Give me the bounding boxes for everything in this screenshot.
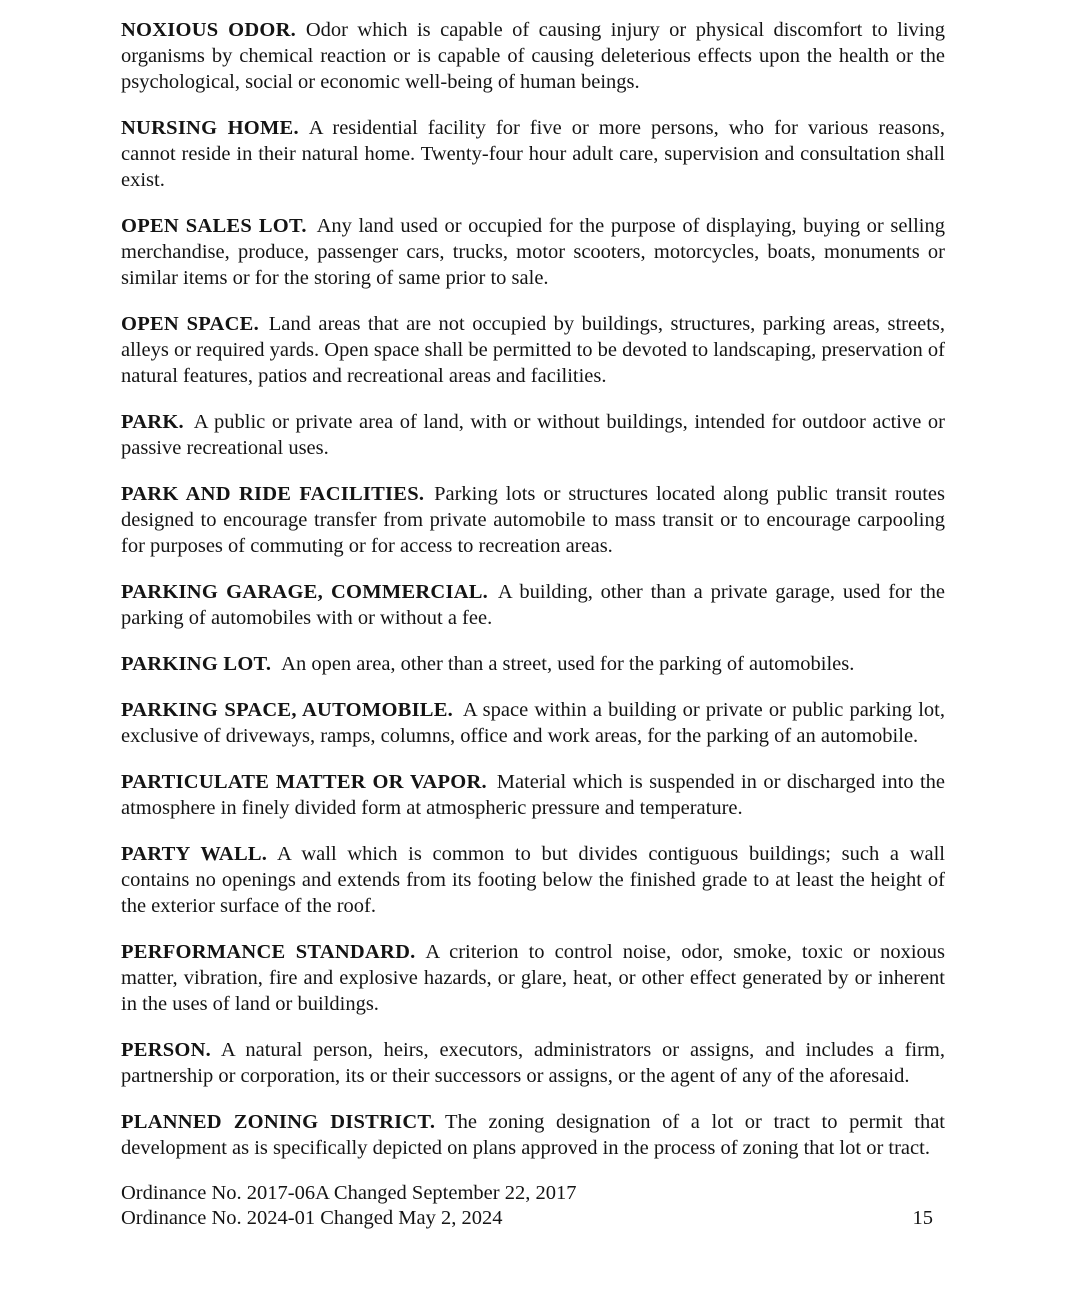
definition-text: An open area, other than a street, used for the parking of automobiles. (281, 653, 855, 675)
definition-paragraph (121, 409, 945, 461)
definition-text: A natural person, heirs, executors, administrators or assigns, and includes a firm, partnership or corporation, its or their successors or assigns, or the agent of any of the aforesaid. (121, 1039, 945, 1087)
definition-paragraph (121, 697, 945, 749)
definition-text: The zoning designation of a lot or tract to permit that development as is specifically depicted on plans approved in the process of zoning that lot or tract. (121, 1111, 945, 1159)
definition-term: PARKING LOT. (121, 653, 272, 675)
definition-term: OPEN SPACE. (121, 313, 259, 335)
definition-paragraph (121, 1109, 945, 1161)
definition-text: A public or private area of land, with or without buildings, intended for outdoor active or passive recreational uses. (121, 411, 945, 459)
definition-paragraph (121, 841, 945, 919)
definition-text: A residential facility for five or more persons, who for various reasons, cannot reside in their natural home. Twenty-four hour adult care, supervision and consultation shall exist. (121, 117, 945, 191)
definition-text: Material which is suspended in or discharged into the atmosphere in finely divided form at atmospheric pressure and temperature. (121, 771, 946, 819)
footer-line (121, 1181, 945, 1206)
definition-term: PERFORMANCE STANDARD. (121, 941, 416, 963)
definition-paragraph (121, 769, 945, 821)
definition-text: Odor which is capable of causing injury or physical discomfort to living organisms by chemical reaction or is capable of causing deleterious effects upon the health or the psychological, social or economic well-being of human beings. (121, 19, 945, 93)
definition-term: PLANNED ZONING DISTRICT. (121, 1111, 436, 1133)
definition-paragraph (121, 213, 945, 291)
definition-term: PARKING GARAGE, COMMERCIAL. (121, 581, 489, 603)
ordinance-note-2: Ordinance No. 2024-01 Changed May 2, 2024 (121, 1207, 503, 1229)
definition-term: PARTY WALL. (121, 843, 268, 865)
definition-paragraph (121, 481, 945, 559)
page-footer (121, 1181, 945, 1231)
definition-paragraph (121, 939, 945, 1017)
definition-text: Land areas that are not occupied by buildings, structures, parking areas, streets, alleys or required yards. Open space shall be permitted to be devoted to landscaping, preservation of natural features, patios and recreational areas and facilities. (121, 313, 945, 387)
definition-text: Any land used or occupied for the purpose of displaying, buying or selling merchandise, produce, passenger cars, trucks, motor scooters, motorcycles, boats, monuments or similar items or for the storing of same prior to sale. (121, 215, 946, 289)
definition-paragraph (121, 115, 945, 193)
definition-term: PARKING SPACE, AUTOMOBILE. (121, 699, 454, 721)
definition-paragraph (121, 1037, 945, 1089)
definition-text: A space within a building or private or public parking lot, exclusive of driveways, ramps, columns, office and work areas, for the parking of an automobile. (121, 699, 945, 747)
ordinance-note-1: Ordinance No. 2017-06A Changed September 22, 2017 (121, 1182, 577, 1204)
page-number: 15 (912, 1207, 933, 1229)
definition-term: NOXIOUS ODOR. (121, 19, 297, 41)
definition-term: PERSON. (121, 1039, 212, 1061)
definition-text: Parking lots or structures located along public transit routes designed to encourage transfer from private automobile to mass transit or to encourage carpooling for purposes of commuting or for access to recreation areas. (121, 483, 945, 557)
definitions-section (121, 17, 945, 1161)
definition-paragraph (121, 311, 945, 389)
definition-term: NURSING HOME. (121, 117, 299, 139)
definition-paragraph (121, 17, 945, 95)
definition-term: PARTICULATE MATTER OR VAPOR. (121, 771, 487, 793)
definition-text: A building, other than a private garage, used for the parking of automobiles with or without a fee. (121, 581, 945, 629)
definition-text: A criterion to control noise, odor, smoke, toxic or noxious matter, vibration, fire and explosive hazards, or glare, heat, or other effect generated by or inherent in the uses of land or buildings. (121, 941, 945, 1015)
definition-term: PARK AND RIDE FACILITIES. (121, 483, 425, 505)
footer-line (121, 1206, 945, 1231)
definition-paragraph (121, 651, 945, 677)
definition-paragraph (121, 579, 945, 631)
definition-term: PARK. (121, 411, 184, 433)
definition-text: A wall which is common to but divides contiguous buildings; such a wall contains no openings and extends from its footing below the finished grade to at least the height of the exterior surface of the roof. (121, 843, 945, 917)
definition-term: OPEN SALES LOT. (121, 215, 307, 237)
